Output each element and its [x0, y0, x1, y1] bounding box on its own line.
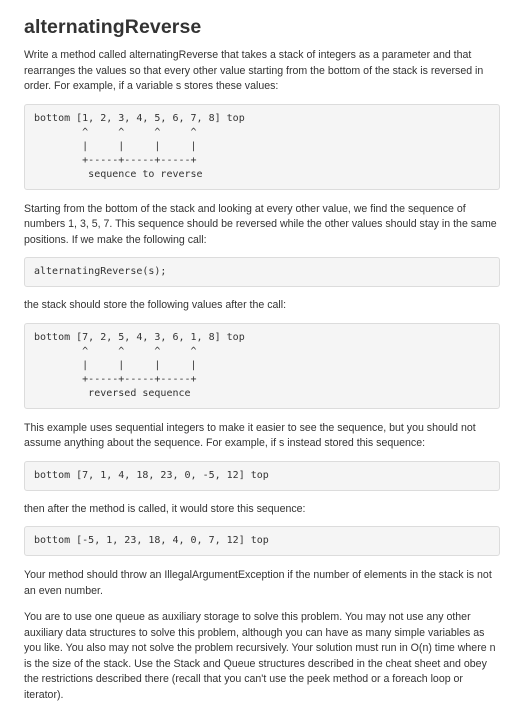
page-title: alternatingReverse: [24, 16, 202, 38]
code-block-example-stack: bottom [1, 2, 3, 4, 5, 6, 7, 8] top ^ ^ ^ ^ | | | | +-----+-----+-----+ sequence to reverse: [24, 104, 500, 190]
then-after-paragraph: then after the method is called, it would store this sequence:: [24, 502, 306, 515]
after-call-paragraph: the stack should store the following values after the call:: [24, 299, 287, 311]
code-block-second-stack: bottom [7, 1, 4, 18, 23, 0, -5, 12] top: [24, 461, 500, 491]
code-block-second-result: bottom [-5, 1, 23, 18, 4, 0, 7, 12] top: [24, 526, 500, 556]
sequential-paragraph: This example uses sequential integers to make it easier to see the sequence, but you should not assume anything about the sequence. For example, if s instead stored this sequence:: [24, 421, 476, 449]
exception-paragraph: Your method should throw an IllegalArgumentException if the number of elements in the stack is not an even number.: [24, 569, 492, 597]
intro-paragraph: Write a method called alternatingReverse that takes a stack of integers as a parameter and that rearranges the values so that every other value starting from the bottom of the stack is reversed in order. For example, if a variable s stores these values:: [24, 49, 484, 92]
explanation-paragraph: Starting from the bottom of the stack and looking at every other value, we find the sequence of numbers 1, 3, 5, 7. This sequence should be reversed while the other values should stay in the same positions. If we make the following call:: [24, 202, 497, 246]
rules-paragraph: You are to use one queue as auxiliary storage to solve this problem. You may not use any other auxiliary data structures to solve this problem, although you can have as many simple variables as you like. You also may not solve the problem recursively. Your solution must run in O(n) time where n is the size of the stack. Use the Stack and Queue structures described in the cheat sheet and obey the restrictions described there (recall that you can't use the peek method or a foreach loop or iterator).: [24, 611, 496, 701]
code-block-result-stack: bottom [7, 2, 5, 4, 3, 6, 1, 8] top ^ ^ ^ ^ | | | | +-----+-----+-----+ reversed sequence: [24, 323, 500, 409]
code-block-method-call: alternatingReverse(s);: [24, 257, 500, 287]
